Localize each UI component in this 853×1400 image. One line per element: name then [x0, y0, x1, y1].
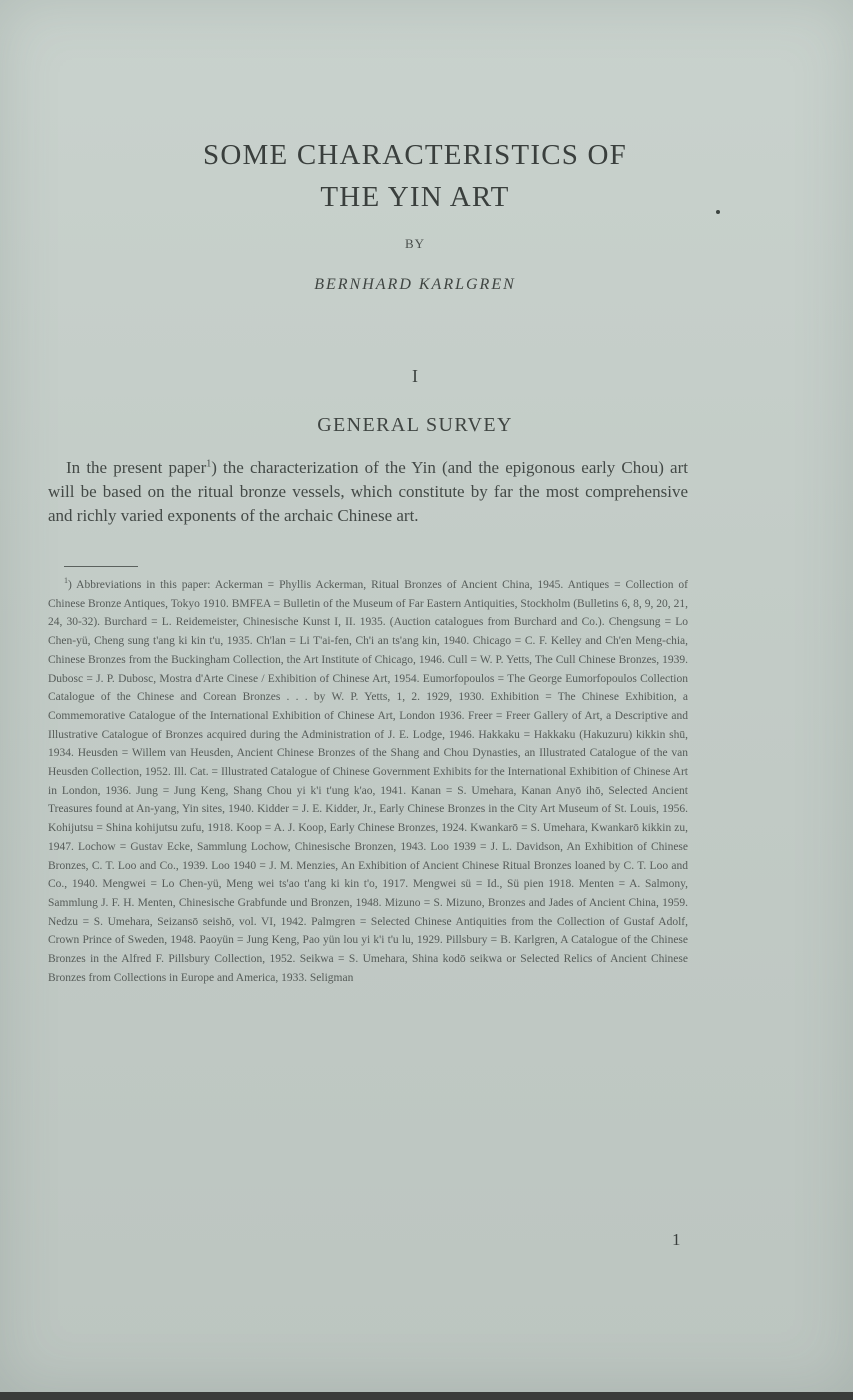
title-line-1: SOME CHARACTERISTICS OF [203, 139, 627, 171]
footnote-marker: 1 [64, 576, 68, 586]
footnote-text: ) Abbreviations in this paper: Ackerman = Phyllis Ackerman, Ritual Bronzes of Ancient China, 1945. Antiques = Collection of Chinese Bronze Antiques, Tokyo 1910. BMFEA = Bulletin of the Museum of Far Eastern Antiquities, Stockholm (Bulletins 6, 8, 9, 20, 21, 24, 30-32). Burchard = L. Reidemeister, Chinesische Kunst I, II. 1935. (Auction catalogues from Burchard and Co.). Chengsung = Lo Chen-yü, Cheng sung t'ang ki kin t'u, 1935. Ch'lan = Li T'ai-fen, Ch'i an ts'ang kin, 1940. Chicago = C. F. Kelley and Ch'en Meng-chia, Chinese Bronzes from the Buckingham Collection, the Art Institute of Chicago, 1946. Cull = W. P. Yetts, The Cull Chinese Bronzes, 1939. Dubosc = J. P. Dubosc, Mostra d'Arte Cinese / Exhibition of Chinese Art, 1954. Eumorfopoulos = The George Eumorfopoulos Collection Catalogue of the Chinese and Corean Bronzes . . . by W. P. Yetts, 1, 2. 1929, 1930. Exhibition = The Chinese Exhibition, a Commemorative Catalogue of the International Exhibition of Chinese Art, London 1936. Freer = Freer Gallery of Art, a Descriptive and Illustrative Catalogue of Bronzes acquired during the Administration of J. E. Lodge, 1946. Hakkaku = Hakkaku (Hakuzuru) kikkin shū, 1934. Heusden = Willem van Heusden, Ancient Chinese Bronzes of the Shang and Chou Dynasties, an Illustrated Catalogue of the van Heusden Collection, 1952. Ill. Cat. = Illustrated Catalogue of Chinese Government Exhibits for the International Exhibition of Chinese Art in London, 1936. Jung = Jung Keng, Shang Chou yi k'i t'ung k'ao, 1941. Kanan = S. Umehara, Kanan Anyō ihō, Selected Ancient Treasures found at An-yang, Yin sites, 1940. Kidder = J. E. Kidder, Jr., Early Chinese Bronzes in the City Art Museum of St. Louis, 1956. Kohijutsu = Shina kohijutsu zufu, 1918. Koop = A. J. Koop, Early Chinese Bronzes, 1924. Kwankarō = S. Umehara, Kwankarō kikkin zu, 1947. Lochow = Gustav Ecke, Sammlung Lochow, Chinesische Bronzen, 1943. Loo 1939 = J. L. Davidson, An Exhibition of Chinese Bronzes, C. T. Loo and Co., 1939. Loo 1940 = J. M. Menzies, An Exhibition of Ancient Chinese Ritual Bronzes loaned by C. T. Loo and Co., 1940. Mengwei = Lo Chen-yü, Meng wei ts'ao t'ang ki kin t'o, 1917. Mengwei sü = Id., Sü pien 1918. Menten = A. Salmony, Sammlung J. F. H. Menten, Chinesische Grabfunde und Bronzen, 1948. Mizuno = S. Mizuno, Bronzes and Jades of Ancient China, 1959. Nedzu = S. Umehara, Seizansō seishō, vol. VI, 1942. Palmgren = Selected Chinese Antiquities from the Collection of Gustaf Adolf, Crown Prince of Sweden, 1948. Paoyün = Jung Keng, Pao yün lou yi k'i t'u lu, 1929. Pillsbury = B. Karlgren, A Catalogue of the Chinese Bronzes in the Alfred F. Pillsbury Collection, 1952. Seikwa = S. Umehara, Shina kodō seikwa or Selected Relics of Ancient Chinese Bronzes from Collections in Europe and America, 1933. Seligman [48, 579, 688, 984]
page-number: 1 [672, 1230, 681, 1249]
intro-paragraph [48, 456, 688, 528]
section-number: I [412, 366, 418, 386]
footnote-abbreviations [48, 576, 688, 987]
footnote-divider [64, 566, 138, 567]
byline-label: BY [404, 236, 426, 251]
title-line-2: THE YIN ART [320, 181, 510, 213]
section-heading: GENERAL SURVEY [317, 414, 513, 436]
bottom-edge-shadow [0, 1392, 853, 1400]
intro-text-start: In the present paper [66, 458, 207, 477]
footnote-reference: 1 [206, 458, 212, 470]
author-name: BERNHARD KARLGREN [314, 276, 516, 293]
intro-text-end: ) the characterization of the Yin (and the epigonous early Chou) art will be based on the ritual bronze vessels, which constitute by far the most comprehensive and richly varied exponents of the archaic Chinese art. [48, 458, 688, 525]
